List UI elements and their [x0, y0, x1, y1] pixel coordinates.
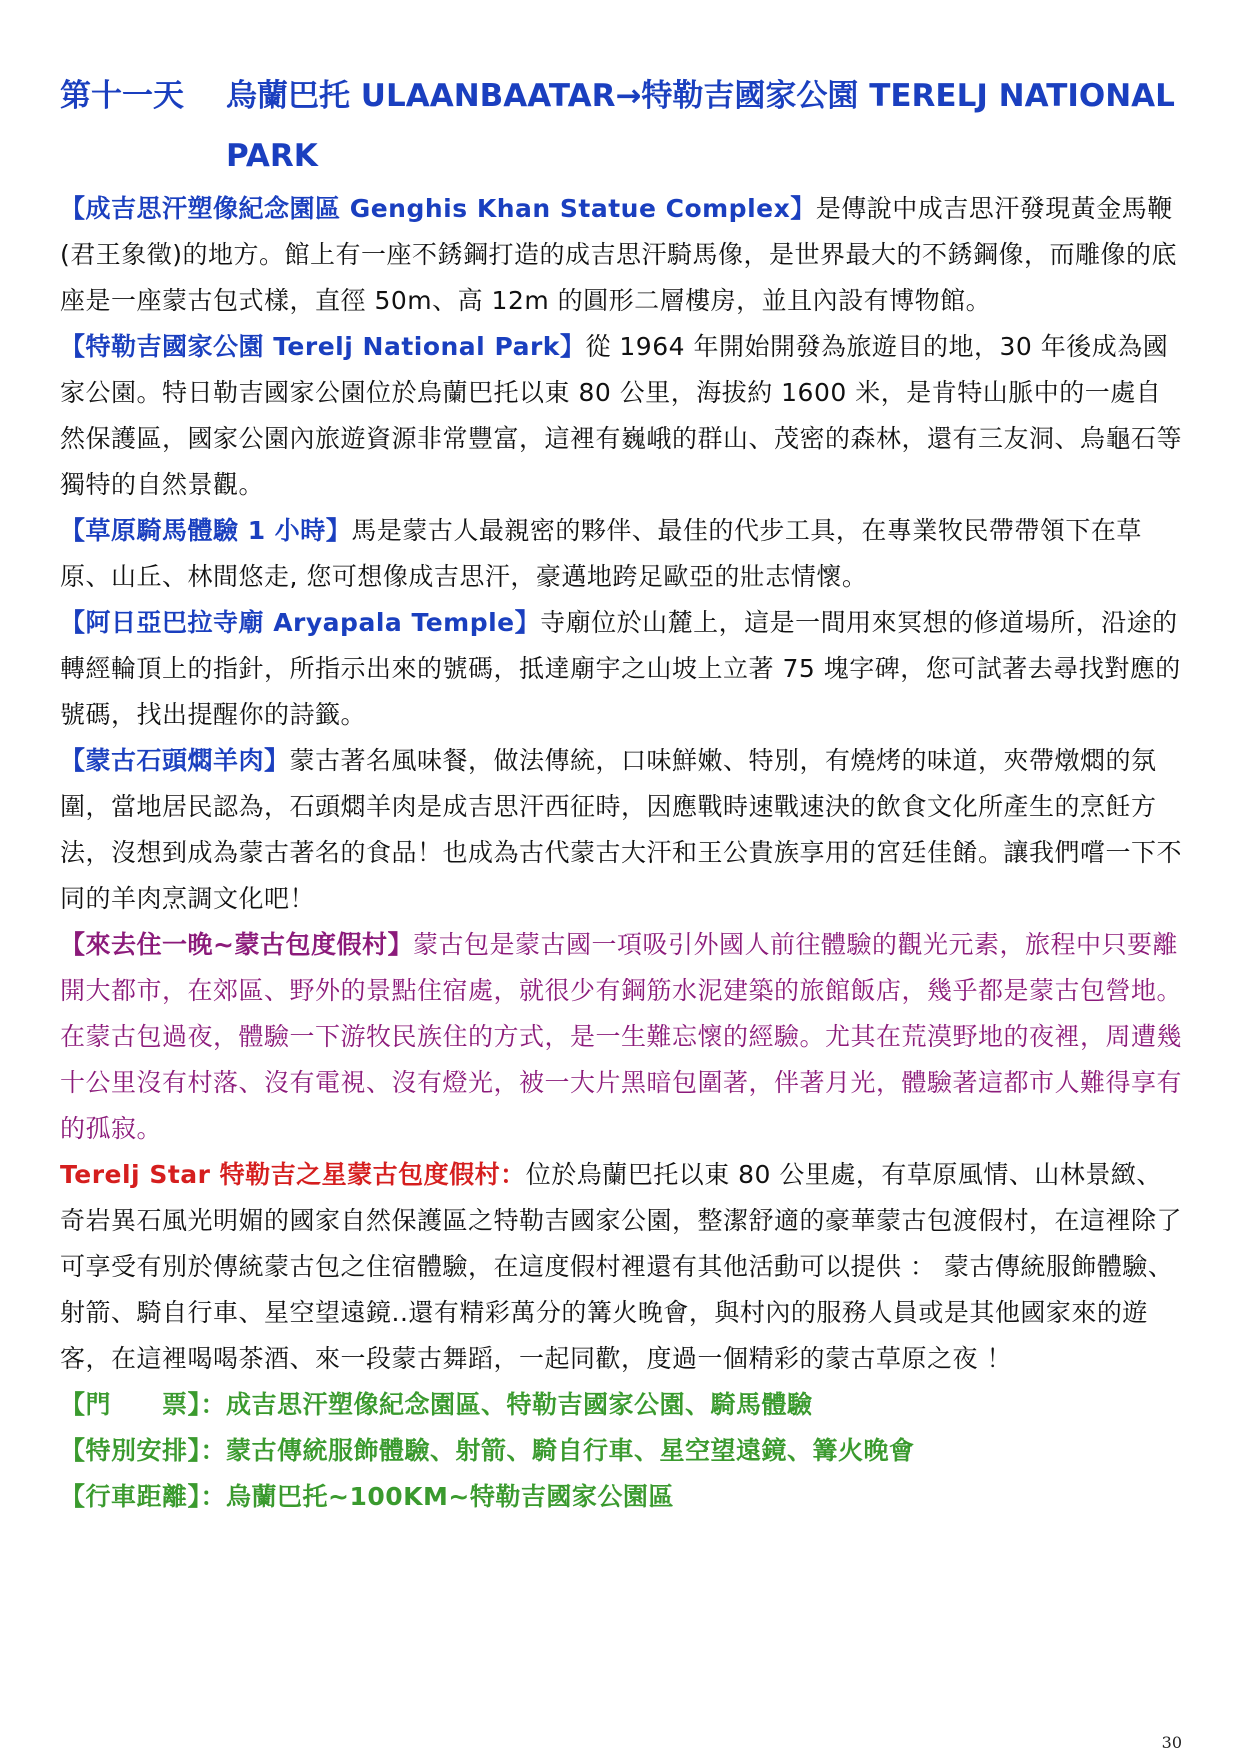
info-line-tickets: 【門 票】：成吉思汗塑像紀念園區、特勒吉國家公園、騎馬體驗: [60, 1390, 813, 1419]
section-body: 馬是蒙古人最親密的夥伴、最佳的代步工具，在專業牧民帶帶領下在草原、山丘、林間悠走, 您可想像成吉思汗，豪邁地跨足歐亞的壯志情懷。: [60, 516, 1142, 591]
section-aryapala-temple: [60, 600, 1182, 738]
document-page: [60, 66, 1182, 1520]
info-line-driving-distance: 【行車距離】：烏蘭巴托~100KM~特勒吉國家公園區: [60, 1482, 674, 1511]
section-label: 【阿日亞巴拉寺廟 Aryapala Temple】: [60, 608, 541, 637]
section-body: 蒙古包是蒙古國一項吸引外國人前往體驗的觀光元素，旅程中只要離開大都市，在郊區、野外的景點住宿處，就很少有鋼筋水泥建築的旅館飯店，幾乎都是蒙古包營地。在蒙古包過夜，體驗一下游牧民族住的方式，是一生難忘懷的經驗。尤其在荒漠野地的夜裡，周遭幾十公里沒有村落、沒有電視、沒有燈光，被一大片黑暗包圍著，伴著月光，體驗著這都市人難得享有的孤寂。: [60, 930, 1183, 1143]
info-line-special-arrangements: 【特別安排】：蒙古傳統服飾體驗、射箭、騎自行車、星空望遠鏡、篝火晚會: [60, 1436, 915, 1465]
section-label: 【特勒吉國家公園 Terelj National Park】: [60, 332, 586, 361]
day-heading: [60, 66, 1182, 186]
day-label: 第十一天: [60, 78, 184, 114]
resort-body: 位於烏蘭巴托以東 80 公里處，有草原風情、山林景緻、奇岩異石風光明媚的國家自然保護區之特勒吉國家公園，整潔舒適的豪華蒙古包渡假村，在這裡除了可享受有別於傳統蒙古包之住宿體驗，在這度假村裡還有其他活動可以提供 ： 蒙古傳統服飾體驗、射箭、騎自行車、星空望遠鏡..還有精彩萬分的篝火晚會，與村內的服務人員或是其他國家來的遊客，在這裡喝喝茶酒、來一段蒙古舞蹈，一起同歡，度過一個精彩的蒙古草原之夜 ！: [60, 1160, 1183, 1373]
section-label: 【來去住一晚~蒙古包度假村】: [60, 930, 413, 959]
section-ger-stay: [60, 922, 1182, 1152]
section-label: 【蒙古石頭燜羊肉】: [60, 746, 290, 775]
section-label: 【草原騎馬體驗 1 小時】: [60, 516, 352, 545]
section-genghis-khan-statue: [60, 186, 1182, 324]
section-terelj-star-resort: [60, 1152, 1182, 1382]
section-body: 蒙古著名風味餐，做法傳統，口味鮮嫩、特別，有燒烤的味道，夾帶燉燜的氛圍，當地居民認為，石頭燜羊肉是成吉思汗西征時，因應戰時速戰速決的飲食文化所產生的烹飪方法，沒想到成為蒙古著名的食品！也成為古代蒙古大汗和王公貴族享用的宮廷佳餚。讓我們嚐一下不同的羊肉烹調文化吧！: [60, 746, 1183, 913]
section-horse-riding: [60, 508, 1182, 600]
resort-label: Terelj Star 特勒吉之星蒙古包度假村：: [60, 1160, 526, 1189]
section-terelj-park: [60, 324, 1182, 508]
section-label: 【成吉思汗塑像紀念園區 Genghis Khan Statue Complex】: [60, 194, 816, 223]
section-stone-lamb: [60, 738, 1182, 922]
section-body: 寺廟位於山麓上，這是一間用來冥想的修道場所，沿途的轉經輪頂上的指針，所指示出來的號碼，抵達廟宇之山坡上立著 75 塊字碑，您可試著去尋找對應的號碼，找出提醒你的詩籤。: [60, 608, 1181, 729]
section-body: 從 1964 年開始開發為旅遊目的地，30 年後成為國家公園。特日勒吉國家公園位於烏蘭巴托以東 80 公里，海拔約 1600 米，是肯特山脈中的一處自然保護區，國家公園內旅遊資源非常豐富，這裡有巍峨的群山、茂密的森林，還有三友洞、烏龜石等獨特的自然景觀。: [60, 332, 1183, 499]
section-body: 是傳說中成吉思汗發現黃金馬鞭(君王象徵)的地方。館上有一座不銹鋼打造的成吉思汗騎馬像，是世界最大的不銹鋼像，而雕像的底座是一座蒙古包式樣，直徑 50m、高 12m 的圓形二層樓房，並且內設有博物館。: [60, 194, 1178, 315]
route-title: 烏蘭巴托 ULAANBAATAR→特勒吉國家公園 TERELJ NATIONAL PARK: [226, 78, 1175, 174]
page-number: 30: [1161, 1733, 1182, 1752]
